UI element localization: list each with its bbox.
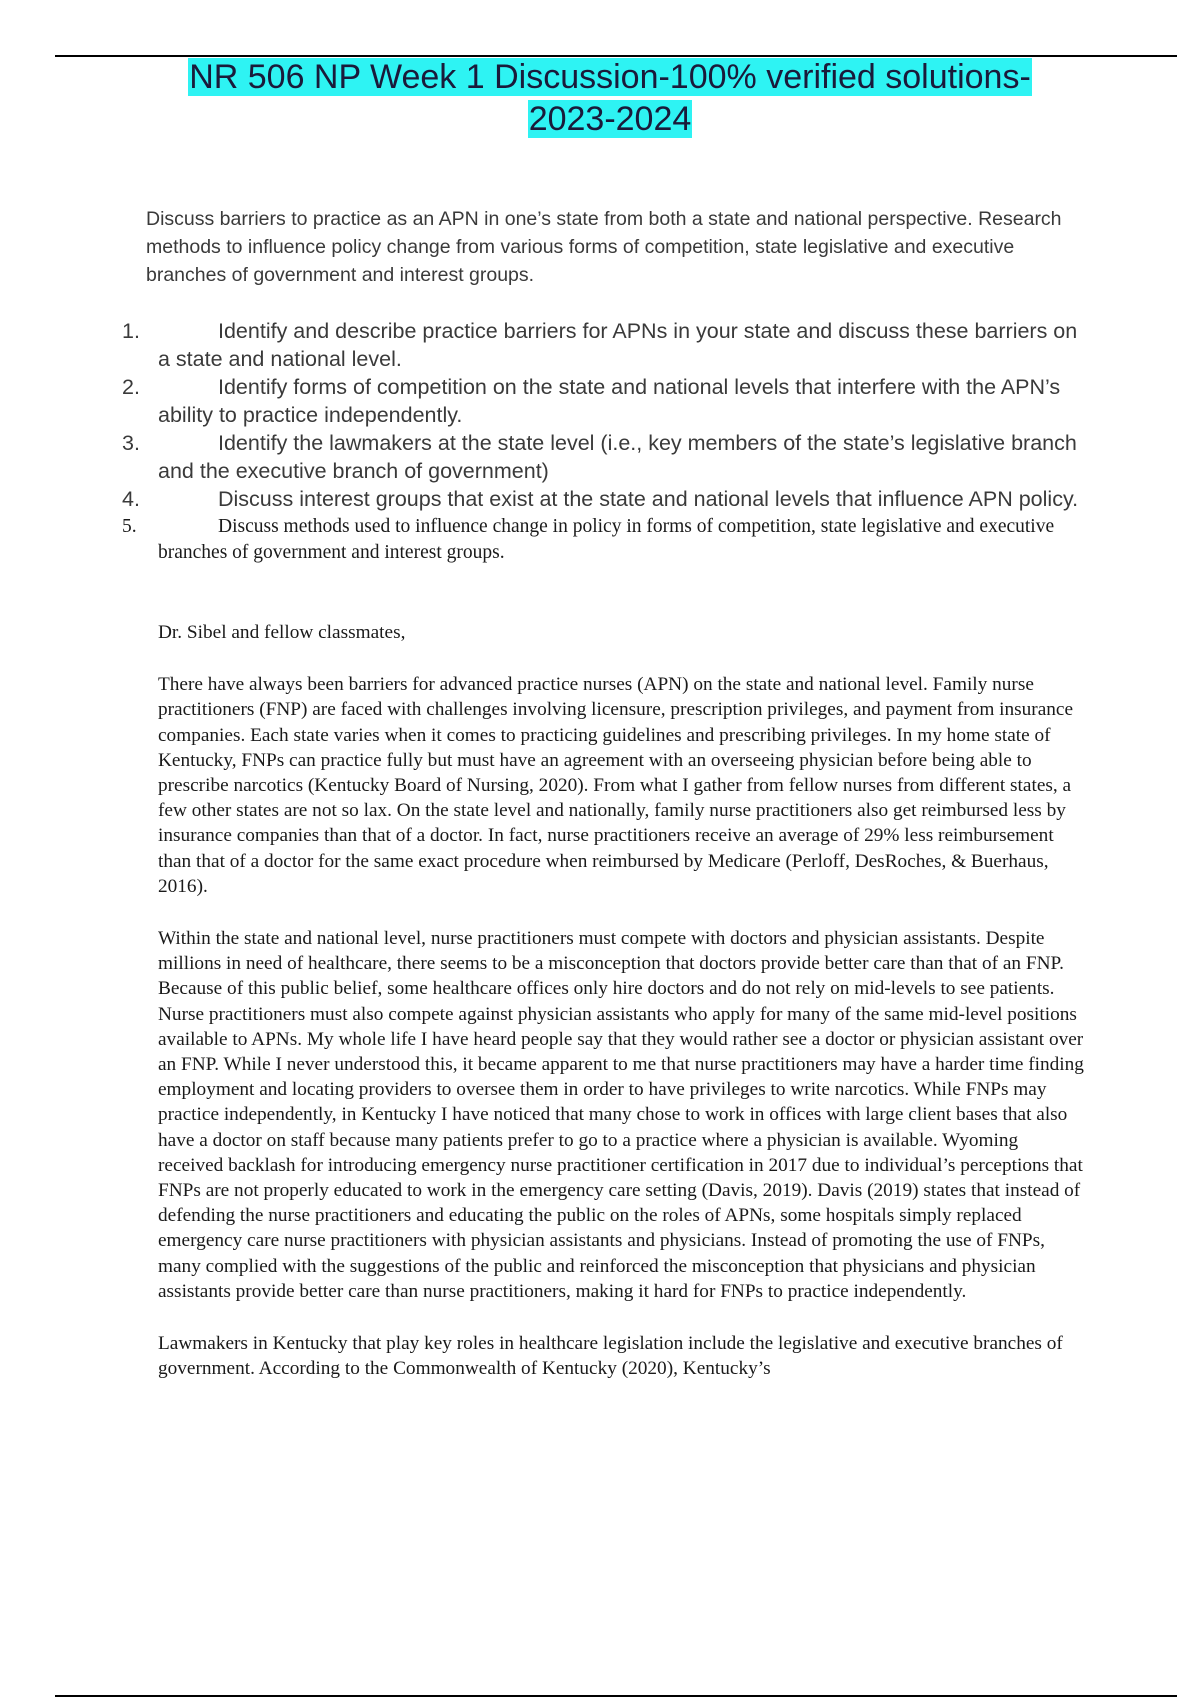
prompt-text: Identify forms of competition on the state and national levels that interfere with the APN’s ability to practice independently. [158, 375, 1061, 427]
essay-paragraph: Within the state and national level, nurse practitioners must compete with doctors and physician assistants. Despite millions in need of healthcare, there seems to be a misconception that doctors provide better care than that of an FNP. Because of this public belief, some healthcare offices only hire doctors and do not rely on mid-levels to see patients. Nurse practitioners must also compete against physician assistants who apply for many of the same mid-level positions available to APNs. My whole life I have heard people say that they would rather see a doctor or physician assistant over an FNP. While I never understood this, it became apparent to me that nurse practitioners may have a harder time finding employment and locating providers to oversee them in order to have privileges to write narcotics. While FNPs may practice independently, in Kentucky I have noticed that many chose to work in offices with large client bases that also have a doctor on staff because many patients prefer to go to a practice where a physician is available. Wyoming received backlash for introducing emergency nurse practitioner certification in 2017 due to individual’s perceptions that FNPs are not properly educated to work in the emergency care setting (Davis, 2019). Davis (2019) states that instead of defending the nurse practitioners and educating the public on the roles of APNs, some hospitals simply replaced emergency care nurse practitioners with physician assistants and physicians. Instead of promoting the use of FNPs, many complied with the suggestions of the public and reinforced the misconception that physicians and physician assistants provide better care than nurse practitioners, making it hard for FNPs to practice independently. [158, 928, 1084, 1302]
prompt-text: Identify the lawmakers at the state level (i.e., key members of the state’s legislative branch and the executive branch of government) [158, 431, 1077, 483]
essay-paragraph: There have always been barriers for advanced practice nurses (APN) on the state and national level. Family nurse practitioners (FNP) are faced with challenges involving licensure, prescription privileges, and payment from insurance companies. Each state varies when it comes to practicing guidelines and prescribing privileges. In my home state of Kentucky, FNPs can practice fully but must have an agreement with an overseeing physician before being able to prescribe narcotics (Kentucky Board of Nursing, 2020). From what I gather from fellow nurses from different states, a few other states are not so lax. On the state level and nationally, family nurse practitioners also get reimbursed less by insurance companies than that of a doctor. In fact, nurse practitioners receive an average of 29% less reimbursement than that of a doctor for the same exact procedure when reimbursed by Medicare (Perloff, DesRoches, & Buerhaus, 2016). [158, 674, 1074, 897]
document-title [60, 56, 1160, 140]
prompt-item [122, 373, 1082, 429]
prompt-text: Discuss methods used to influence change in policy in forms of competition, state legislative and executive branches of government and interest groups. [158, 516, 1055, 563]
prompt-list [122, 317, 1082, 566]
title-line-1: NR 506 NP Week 1 Discussion-100% verified solutions- [189, 58, 1031, 96]
discussion-response [158, 620, 1088, 1408]
prompt-number: 5. [122, 516, 137, 537]
prompt-number: 1. [122, 319, 140, 343]
prompt-item [122, 317, 1082, 373]
prompt-text: Discuss interest groups that exist at the state and national levels that influence APN policy. [218, 487, 1079, 511]
title-line-2: 2023-2024 [528, 100, 692, 138]
bottom-rule [55, 1695, 1177, 1697]
prompt-text: Identify and describe practice barriers for APNs in your state and discuss these barriers on a state and national level. [158, 319, 1078, 371]
assignment-intro: Discuss barriers to practice as an APN in one’s state from both a state and national perspective. Research methods to influence policy change from various forms of competition, state legislative and executive branches of government and interest groups. [146, 208, 1062, 286]
prompt-item [122, 429, 1082, 485]
salutation: Dr. Sibel and fellow classmates, [158, 622, 406, 643]
essay-paragraph: Lawmakers in Kentucky that play key roles in healthcare legislation include the legislative and executive branches of government. According to the Commonwealth of Kentucky (2020), Kentucky’s [158, 1333, 1063, 1380]
prompt-item [122, 514, 1082, 566]
prompt-item [122, 485, 1082, 513]
prompt-number: 3. [122, 431, 140, 455]
prompt-number: 2. [122, 375, 140, 399]
prompt-number: 4. [122, 487, 140, 511]
